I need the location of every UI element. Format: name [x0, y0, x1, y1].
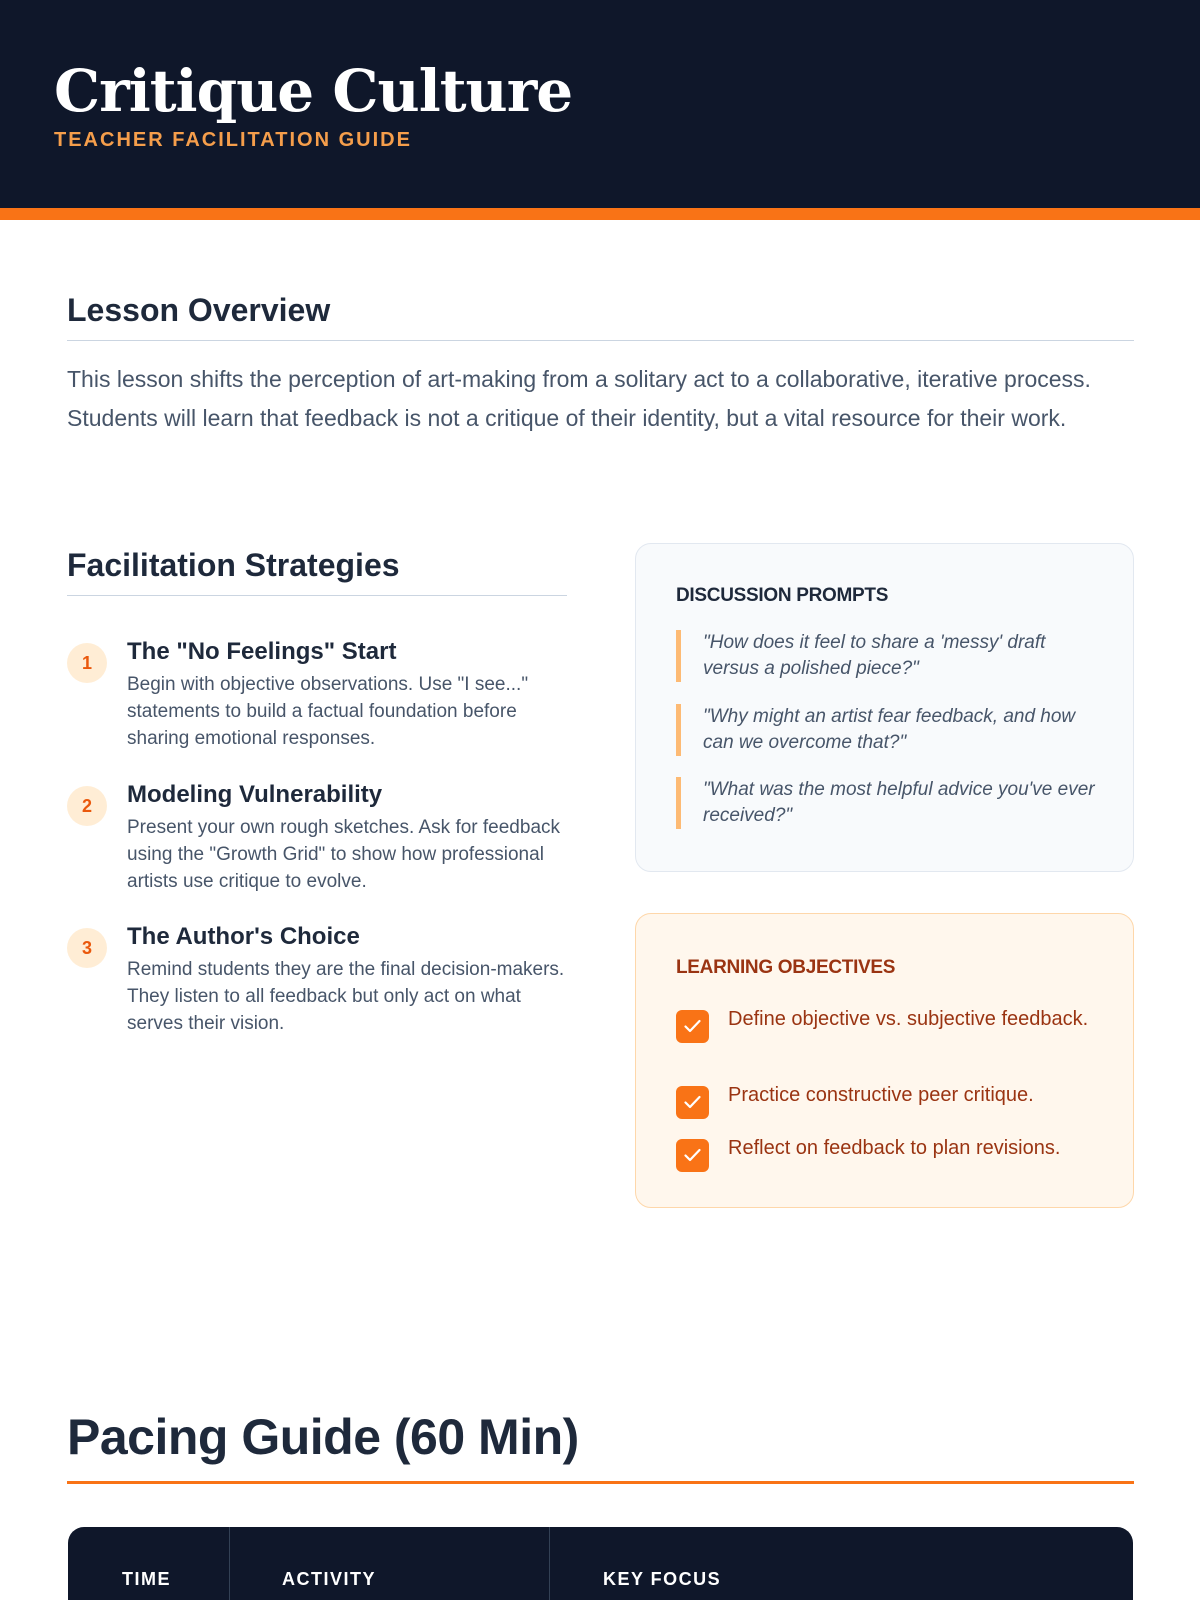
- facilitation-heading: Facilitation Strategies: [67, 547, 400, 583]
- column-divider: [229, 1527, 230, 1600]
- strategy-description: Begin with objective observations. Use "I see..." statements to build a factual foundation before sharing emotional responses.: [127, 674, 529, 749]
- column-divider: [549, 1527, 550, 1600]
- column-header-key-focus: KEY FOCUS: [603, 1569, 722, 1589]
- overview-heading: Lesson Overview: [67, 292, 331, 328]
- strategy-description: Present your own rough sketches. Ask for feedback using the "Growth Grid" to show how professional artists use critique to evolve.: [127, 817, 561, 892]
- page-title: Critique Culture: [54, 57, 573, 125]
- overview-text: This lesson shifts the perception of art-making from a solitary act to a collaborative, iterative process. Students will learn that feedback is not a critique of their identity, but a vital resource for their work.: [67, 366, 1091, 431]
- pacing-table-header: [68, 1527, 1133, 1600]
- discussion-prompt: "How does it feel to share a 'messy' draft versus a polished piece?": [676, 630, 1106, 682]
- strategy-number-badge: 1: [67, 643, 107, 683]
- discussion-prompt: "Why might an artist fear feedback, and how can we overcome that?": [676, 704, 1106, 756]
- checkbox-checked-icon: [676, 1010, 709, 1043]
- pacing-divider: [67, 1481, 1134, 1484]
- strategy-description: Remind students they are the final decision-makers. They listen to all feedback but only act on what serves their vision.: [127, 959, 565, 1034]
- learning-objectives-heading: LEARNING OBJECTIVES: [676, 957, 896, 978]
- discussion-prompts-card: [635, 543, 1134, 872]
- checkbox-checked-icon: [676, 1139, 709, 1172]
- objective-text: Reflect on feedback to plan revisions.: [728, 1137, 1061, 1159]
- strategy-title: The "No Feelings" Start: [127, 638, 397, 665]
- strategy-number-badge: 3: [67, 928, 107, 968]
- header-accent-bar: [0, 208, 1200, 220]
- checkbox-checked-icon: [676, 1086, 709, 1119]
- column-header-time: TIME: [122, 1569, 171, 1589]
- overview-divider: [67, 340, 1134, 341]
- strategy-title: Modeling Vulnerability: [127, 781, 383, 808]
- learning-objectives-card: [635, 913, 1134, 1208]
- page-subtitle: TEACHER FACILITATION GUIDE: [54, 129, 412, 151]
- objective-text: Practice constructive peer critique.: [728, 1084, 1034, 1106]
- discussion-prompts-heading: DISCUSSION PROMPTS: [676, 585, 889, 606]
- strategy-title: The Author's Choice: [127, 923, 360, 950]
- page-header: [0, 0, 1200, 208]
- facilitation-divider: [67, 595, 567, 596]
- strategy-number-badge: 2: [67, 786, 107, 826]
- objective-text: Define objective vs. subjective feedback.: [728, 1008, 1089, 1030]
- pacing-heading: Pacing Guide (60 Min): [67, 1409, 579, 1465]
- discussion-prompt: "What was the most helpful advice you've ever received?": [676, 777, 1106, 829]
- column-header-activity: ACTIVITY: [282, 1569, 377, 1589]
